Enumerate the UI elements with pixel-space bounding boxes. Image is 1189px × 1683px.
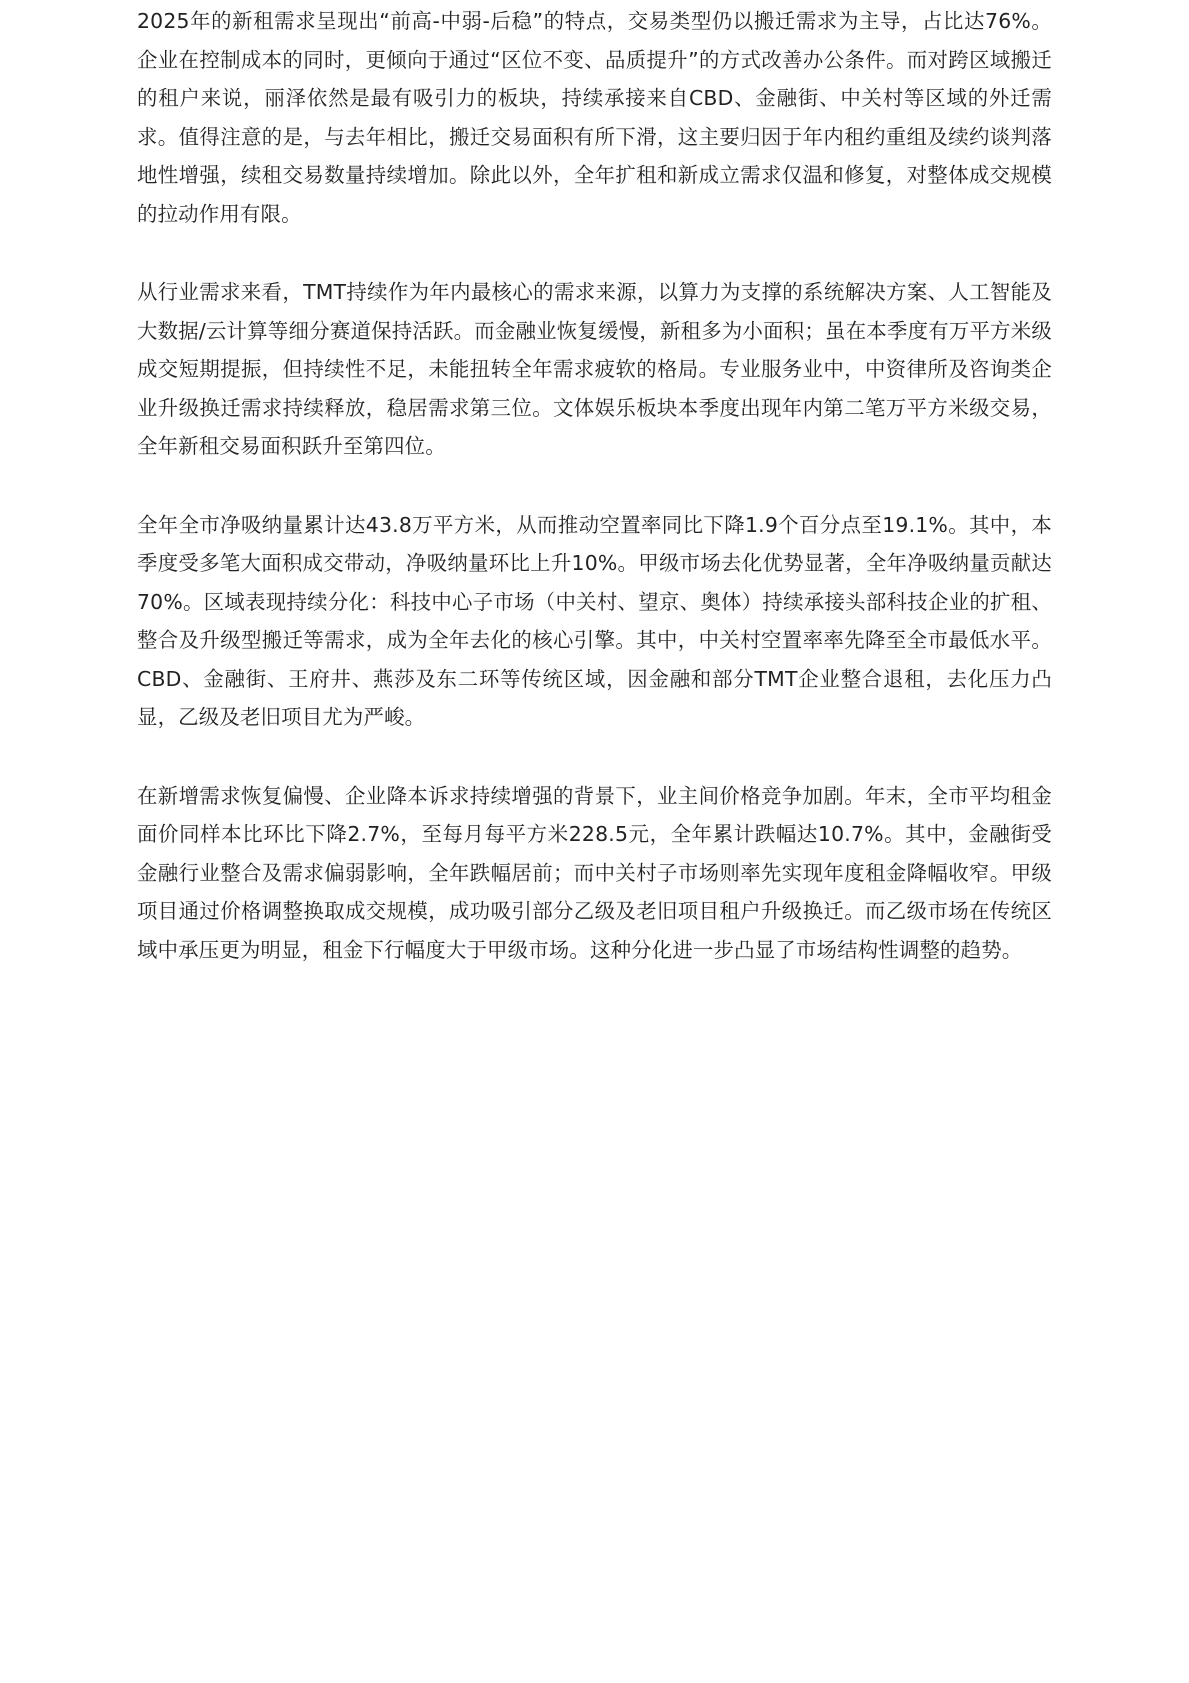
paragraph-industry-demand: 从行业需求来看，TMT持续作为年内最核心的需求来源，以算力为支撑的系统解决方案、人工智能及大数据/云计算等细分赛道保持活跃。而金融业恢复缓慢，新租多为小面积；虽在本季度有万平方米级成交短期提振，但持续性不足，未能扭转全年需求疲软的格局。专业服务业中，中资律所及咨询类企业升级换迁需求持续释放，稳居需求第三位。文体娱乐板块本季度出现年内第二笔万平方米级交易，全年新租交易面积跃升至第四位。 [137,280,1052,458]
paragraph-rent: 在新增需求恢复偏慢、企业降本诉求持续增强的背景下，业主间价格竞争加剧。年末，全市平均租金面价同样本比环比下降2.7%，至每月每平方米228.5元，全年累计跌幅达10.7%。其中，金融街受金融行业整合及需求偏弱影响，全年跌幅居前；而中关村子市场则率先实现年度租金降幅收窄。甲级项目通过价格调整换取成交规模，成功吸引部分乙级及老旧项目租户升级换迁。而乙级市场在传统区域中承压更为明显，租金下行幅度大于甲级市场。这种分化进一步凸显了市场结构性调整的趋势。 [137,783,1052,962]
paragraph-leasing-demand: 2025年的新租需求呈现出“前高-中弱-后稳”的特点，交易类型仍以搬迁需求为主导，占比达76%。企业在控制成本的同时，更倾向于通过“区位不变、品质提升”的方式改善办公条件。而对跨区域搬迁的租户来说，丽泽依然是最有吸引力的板块，持续承接来自CBD、金融街、中关村等区域的外迁需求。值得注意的是，与去年相比，搬迁交易面积有所下滑，这主要归因于年内租约重组及续约谈判落地性增强，续租交易数量持续增加。除此以外，全年扩租和新成立需求仅温和修复，对整体成交规模的拉动作用有限。 [137,9,1052,226]
document-body [137,2,1052,1009]
paragraph-net-absorption: 全年全市净吸纳量累计达43.8万平方米，从而推动空置率同比下降1.9个百分点至19.1%。其中，本季度受多笔大面积成交带动，净吸纳量环比上升10%。甲级市场去化优势显著，全年净吸纳量贡献达70%。区域表现持续分化：科技中心子市场（中关村、望京、奥体）持续承接头部科技企业的扩租、整合及升级型搬迁等需求，成为全年去化的核心引擎。其中，中关村空置率率先降至全市最低水平。CBD、金融街、王府井、燕莎及东二环等传统区域，因金融和部分TMT企业整合退租，去化压力凸显，乙级及老旧项目尤为严峻。 [137,512,1052,729]
